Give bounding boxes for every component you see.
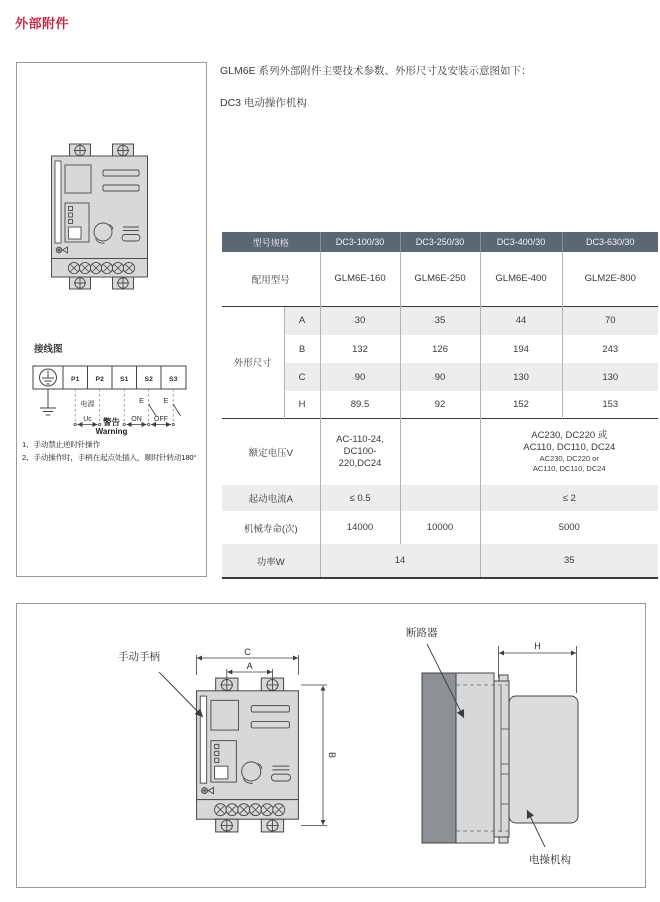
row-label-fit: 配用型号 (251, 274, 290, 286)
spec-value: 14 (320, 544, 480, 578)
spec-value: 243 (562, 335, 658, 363)
row-label-current: 起动电流A (222, 485, 320, 511)
row-label-life: 机械寿命(次) (243, 523, 298, 535)
spec-value: ≤ 0.5 (320, 485, 400, 511)
voltage-left-line: 220,DC24 (338, 457, 382, 469)
voltage-right-line: AC230, DC220 或 (531, 429, 608, 441)
terminal-s3: S3 (169, 376, 178, 383)
warning-note-1: 1、手动禁止逆时针操作 (22, 440, 100, 449)
spec-value: 130 (562, 363, 658, 391)
off-label: OFF (154, 416, 168, 423)
voltage-left-line: AC-110-24, (336, 433, 384, 445)
switch-blades (149, 404, 181, 416)
dim-row-a (222, 306, 658, 335)
spec-value: 153 (562, 391, 658, 418)
spec-value: 70 (562, 306, 658, 335)
dim-key: C (284, 363, 320, 391)
wiring-diagram-caption: 接线图 (34, 344, 63, 355)
spec-value-empty (400, 418, 480, 485)
spec-value: 126 (400, 335, 480, 363)
spec-value: ≤ 2 (480, 485, 658, 511)
dimension-h (499, 646, 577, 693)
col-header: DC3-250/30 (400, 232, 480, 252)
row-label-voltage: 额定电压V (222, 418, 320, 485)
row-label-dims: 外形尺寸 (222, 306, 284, 418)
spec-table (222, 232, 658, 579)
front-view-figure (112, 642, 352, 854)
spec-value: 5000 (480, 511, 658, 544)
spec-value: 92 (400, 391, 480, 418)
dim-row-b (222, 335, 658, 363)
voltage-row (222, 418, 658, 485)
fit-model-row (222, 252, 658, 306)
spec-value-empty (400, 485, 480, 511)
spec-value: 44 (480, 306, 562, 335)
ground-symbol-icon (40, 389, 56, 415)
spec-value: GLM2E-800 (562, 252, 658, 306)
motor-operator-front-drawing (51, 143, 148, 290)
voltage-right-line-small: AC230, DC220 or (539, 453, 599, 463)
voltage-right-line-small: AC110, DC110, DC24 (532, 463, 606, 473)
uc-label: Uc (83, 416, 92, 423)
spec-value: 10000 (400, 511, 480, 544)
spec-value: 89.5 (320, 391, 400, 418)
dim-row-c (222, 363, 658, 391)
breaker-body (422, 673, 509, 843)
breaker-label: 断路器 (406, 627, 438, 639)
dim-a-label: A (246, 661, 253, 671)
row-label-power: 功率W (222, 544, 320, 578)
spec-value-voltage-left (320, 418, 400, 485)
warning-label-cn: 警告 (102, 417, 120, 427)
side-view-figure (387, 614, 617, 874)
manual-handle-label: 手动手柄 (118, 651, 160, 663)
dim-h-label: H (534, 641, 541, 651)
power-label: 电源 (80, 401, 95, 408)
page-title: 外部附件 (15, 16, 70, 31)
spec-value-voltage-right (480, 418, 658, 485)
switch-e2-label: E (163, 398, 169, 405)
dim-row-h (222, 391, 658, 418)
col-header: DC3-630/30 (562, 232, 658, 252)
terminal-s2: S2 (144, 376, 153, 383)
warning-label-en: Warning (95, 427, 128, 436)
voltage-right-line: AC110, DC110, DC24 (523, 441, 616, 453)
spec-value: 194 (480, 335, 562, 363)
accessory-panel (16, 62, 207, 577)
spec-value: GLM6E-400 (480, 252, 562, 306)
col-header: DC3-100/30 (320, 232, 400, 252)
motor-mechanism-body (509, 696, 578, 823)
spec-value: 30 (320, 306, 400, 335)
power-row (222, 544, 658, 578)
current-row (222, 485, 658, 511)
dim-key: B (284, 335, 320, 363)
spec-value: 35 (400, 306, 480, 335)
life-row (222, 511, 658, 544)
terminal-s1: S1 (120, 376, 129, 383)
terminal-p1: P1 (71, 376, 80, 383)
spec-value: 35 (480, 544, 658, 578)
dim-b-label: B (327, 751, 337, 759)
table-header-row (222, 232, 658, 252)
col-header: DC3-400/30 (480, 232, 562, 252)
spec-value: 152 (480, 391, 562, 418)
dim-key: A (284, 306, 320, 335)
installation-panel (16, 603, 646, 888)
spec-value: 14000 (320, 511, 400, 544)
motor-operator-front-drawing (197, 678, 299, 832)
terminal-p2: P2 (95, 376, 104, 383)
terminal-strip (33, 366, 186, 389)
header-spec-label: 型号规格 (222, 232, 320, 252)
intro-line-1: GLM6E 系列外部附件主要技术参数、外形尺寸及安装示意图如下： (220, 65, 532, 77)
spec-value: 90 (320, 363, 400, 391)
dim-c-label: C (244, 647, 251, 657)
spec-value: GLM6E-160 (320, 252, 400, 306)
spec-value: GLM6E-250 (400, 252, 480, 306)
motor-mech-label: 电操机构 (529, 854, 571, 866)
on-label: ON (131, 416, 142, 423)
spec-value: 132 (320, 335, 400, 363)
intro-line-2: DC3 电动操作机构 (220, 97, 307, 109)
voltage-left-line: DC100- (343, 445, 377, 457)
switch-e1-label: E (139, 398, 144, 405)
dim-key: H (284, 391, 320, 418)
warning-note-2: 2、手动操作时，手柄在起点处插入，顺时针转动180° (22, 453, 197, 462)
spec-value: 130 (480, 363, 562, 391)
spec-value: 90 (400, 363, 480, 391)
